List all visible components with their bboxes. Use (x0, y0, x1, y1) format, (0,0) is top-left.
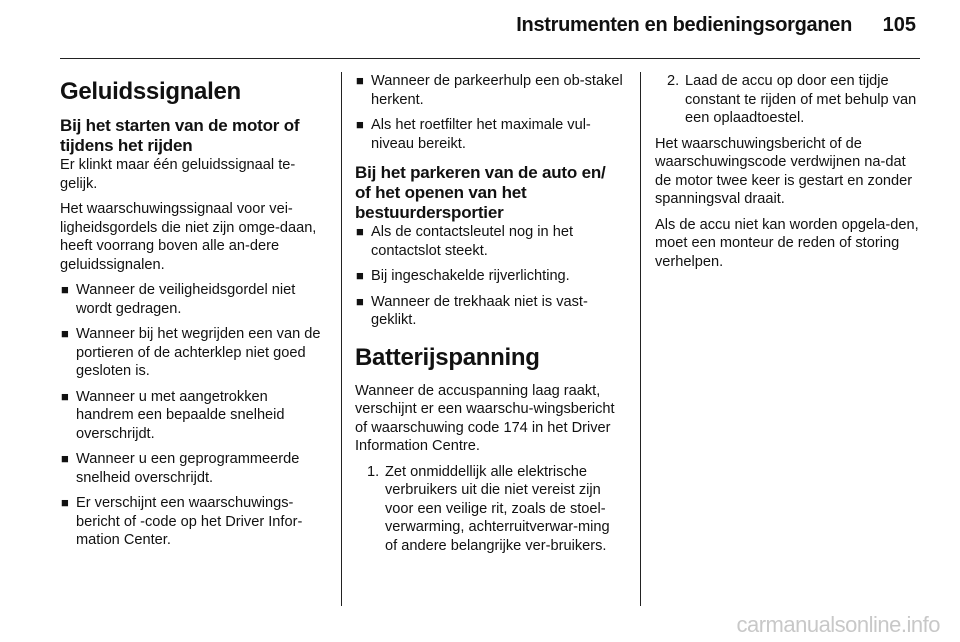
list-item-text: Wanneer bij het wegrijden een van de portieren of de achterklep niet goed gesloten is. (76, 326, 321, 379)
bullet-icon: ■ (356, 73, 364, 88)
column-3 (655, 72, 925, 278)
bullet-icon: ■ (356, 293, 364, 309)
bullet-icon: ■ (61, 282, 69, 297)
paragraph: Het waarschuwingsbericht of de waarschuwingscode verdwijnen na-dat de motor twee keer is gestart en zonder spanningsval draait. (655, 135, 913, 207)
column-divider-1 (341, 72, 342, 606)
paragraph: Het waarschuwingssignaal voor vei-ligheidsgordels die niet zijn omge-daan, heeft voorrang boven alle an-dere geluidssignalen. (60, 201, 317, 273)
bullet-icon: ■ (61, 388, 69, 404)
step-number: 2. (667, 73, 680, 89)
list-item-text: Wanneer de trekhaak niet is vast-geklikt. (371, 293, 588, 328)
bullet-list (355, 72, 623, 153)
list-item-text: Wanneer de parkeerhulp een ob-stakel herkent. (371, 73, 623, 108)
list-item-text: Er verschijnt een waarschuwings-bericht of -code op het Driver Infor-mation Center. (76, 495, 303, 548)
bullet-icon: ■ (61, 495, 69, 510)
page-header-title: Instrumenten en bedieningsorganen (516, 14, 852, 36)
section-heading-geluidssignalen: Geluidssignalen (60, 78, 241, 105)
header-rule (60, 58, 920, 59)
list-item-text: Als het roetfilter het maximale vul-niveau bereikt. (371, 117, 591, 152)
watermark: carmanualsonline.info (736, 612, 940, 637)
column-1 (60, 72, 328, 557)
subheading-starten: Bij het starten van de motor of tijdens het rijden (60, 116, 300, 155)
list-item-text: Wanneer u een geprogrammeerde snelheid overschrijdt. (76, 451, 300, 486)
list-item (355, 463, 623, 556)
list-item (60, 494, 328, 550)
bullet-icon: ■ (61, 326, 69, 341)
list-item (60, 281, 328, 318)
list-item-text: Laad de accu op door een tijdje constant te rijden of met behulp van een oplaadtoestel. (685, 73, 917, 126)
list-item (355, 223, 623, 260)
list-item (60, 325, 328, 381)
bullet-icon: ■ (356, 117, 364, 132)
bullet-list (355, 223, 623, 330)
list-item-text: Wanneer u met aangetrokken handrem een bepaalde snelheid overschrijdt. (76, 388, 285, 442)
list-item (355, 116, 623, 153)
numbered-list (355, 463, 623, 556)
list-item (655, 72, 925, 128)
subheading-parkeren: Bij het parkeren van de auto en/ of het openen van het bestuurdersportier (355, 163, 606, 222)
paragraph: Er klinkt maar één geluidssignaal te-gelijk. (60, 157, 296, 192)
bullet-icon: ■ (356, 224, 364, 239)
step-number: 1. (367, 463, 380, 480)
bullet-icon: ■ (61, 451, 69, 466)
list-item (60, 450, 328, 487)
list-item-text: Zet onmiddellijk alle elektrische verbruikers uit die niet vereist zijn voor een veilige rit, zoals de stoel-verwarming, achterruitverwar-ming of andere belangrijke ver-bruikers. (385, 463, 610, 554)
column-2 (355, 72, 623, 562)
paragraph: Wanneer de accuspanning laag raakt, verschijnt er een waarschu-wingsbericht of waarschuwing code 174 in het Driver Information Centre. (355, 382, 615, 454)
list-item-text: Als de contactsleutel nog in het contactslot steekt. (371, 224, 574, 259)
list-item (355, 293, 623, 330)
bullet-icon: ■ (356, 268, 364, 283)
column-divider-2 (640, 72, 641, 606)
list-item-text: Bij ingeschakelde rijverlichting. (371, 268, 570, 284)
list-item (60, 388, 328, 444)
list-item (355, 267, 623, 286)
section-heading-batterijspanning: Batterijspanning (355, 343, 540, 371)
paragraph: Als de accu niet kan worden opgela-den, moet een monteur de reden of storing verhelpen. (655, 216, 919, 270)
bullet-list (60, 281, 328, 550)
list-item (355, 72, 623, 109)
page-number: 105 (882, 14, 916, 36)
list-item-text: Wanneer de veiligheidsgordel niet wordt gedragen. (76, 282, 296, 317)
numbered-list (655, 72, 925, 128)
